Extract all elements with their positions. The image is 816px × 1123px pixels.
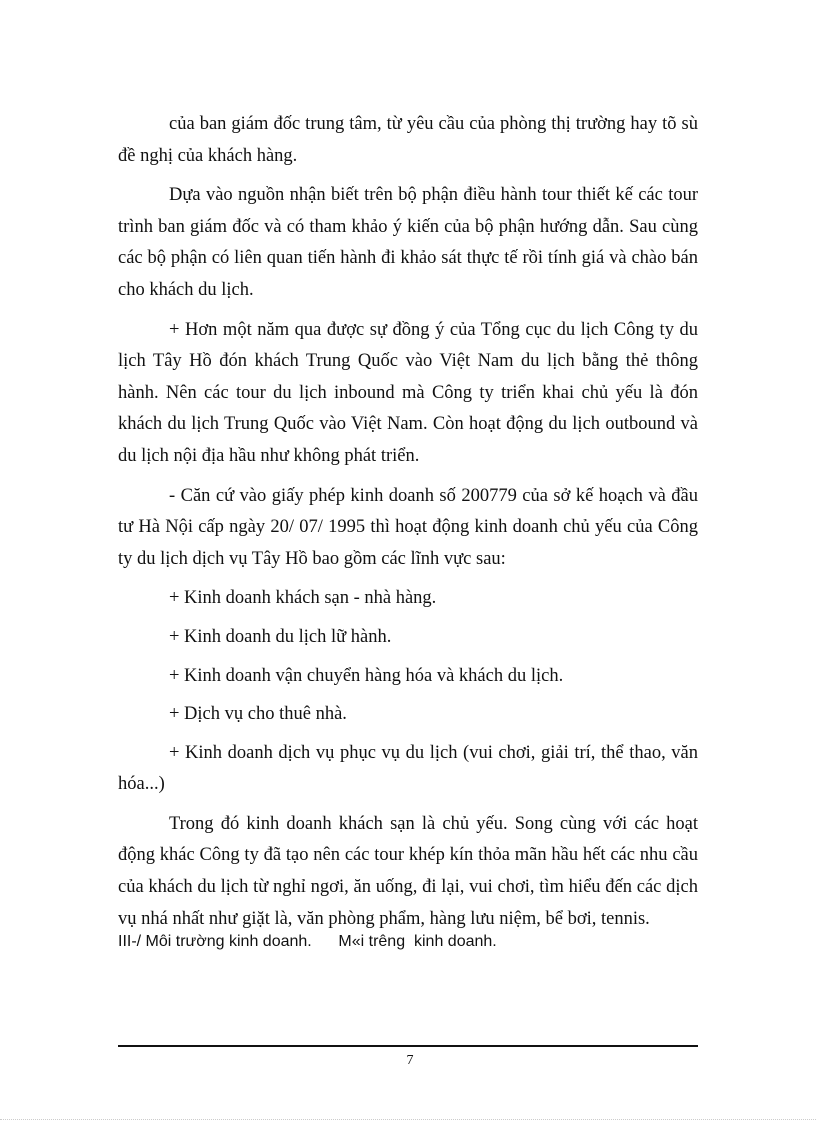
paragraph-license: - Căn cứ vào giấy phép kinh doanh số 200779 của sở kế hoạch và đầu tư Hà Nội cấp ngày 20/ 07/ 1995 thì hoạt động kinh doanh chủ yếu của Công ty du lịch dịch vụ Tây Hồ bao gồm các lĩnh vực sau: — [118, 485, 698, 569]
list-item: + Kinh doanh dịch vụ phục vụ du lịch (vui chơi, giải trí, thể thao, văn hóa...) — [118, 742, 698, 795]
paragraph-continuation: của ban giám đốc trung tâm, từ yêu cầu của phòng thị trường hay tõ sù đề nghị của khách hàng. — [118, 114, 698, 166]
list-item: + Kinh doanh vận chuyển hàng hóa và khách du lịch. — [169, 665, 564, 686]
paragraph-tour-design: Dựa vào nguồn nhận biết trên bộ phận điều hành tour thiết kế các tour trình ban giám đốc và có tham khảo ý kiến của bộ phận hướng dẫn. Sau cùng các bộ phận có liên quan tiến hành đi khảo sát thực tế rồi tính giá và chào bán cho khách du lịch. — [118, 185, 698, 300]
paragraph-closing: Trong đó kinh doanh khách sạn là chủ yếu. Song cùng với các hoạt động khác Công ty đã tạo nên các tour khép kín thỏa mãn hầu hết các nhu cầu của khách du lịch từ nghỉ ngơi, ăn uống, đi lại, vui chơi, tìm hiểu đến các dịch vụ nhá nhất như giặt là, văn phòng phẩm, hàng lưu niệm, bể bơi, tennis. — [118, 813, 698, 929]
list-item: + Dịch vụ cho thuê nhà. — [169, 704, 347, 725]
list-item: + Kinh doanh khách sạn - nhà hàng. — [169, 588, 437, 609]
section-heading: III-/ Môi trường kinh doanh. M«i trêng kinh doanh. — [118, 933, 497, 950]
page-number: 7 — [406, 1053, 414, 1068]
body-text — [118, 109, 698, 935]
paragraph-inbound: + Hơn một năm qua được sự đồng ý của Tổng cục du lịch Công ty du lịch Tây Hồ đón khách Trung Quốc vào Việt Nam du lịch bằng thẻ thông hành. Nên các tour du lịch inbound mà Công ty triển khai chủ yếu là đón khách du lịch Trung Quốc vào Việt Nam. Còn hoạt động du lịch outbound và du lịch nội địa hầu như không phát triển. — [118, 319, 698, 466]
page-edge-divider — [0, 1119, 816, 1120]
list-item: + Kinh doanh du lịch lữ hành. — [169, 626, 392, 647]
footer-rule — [118, 1045, 698, 1047]
